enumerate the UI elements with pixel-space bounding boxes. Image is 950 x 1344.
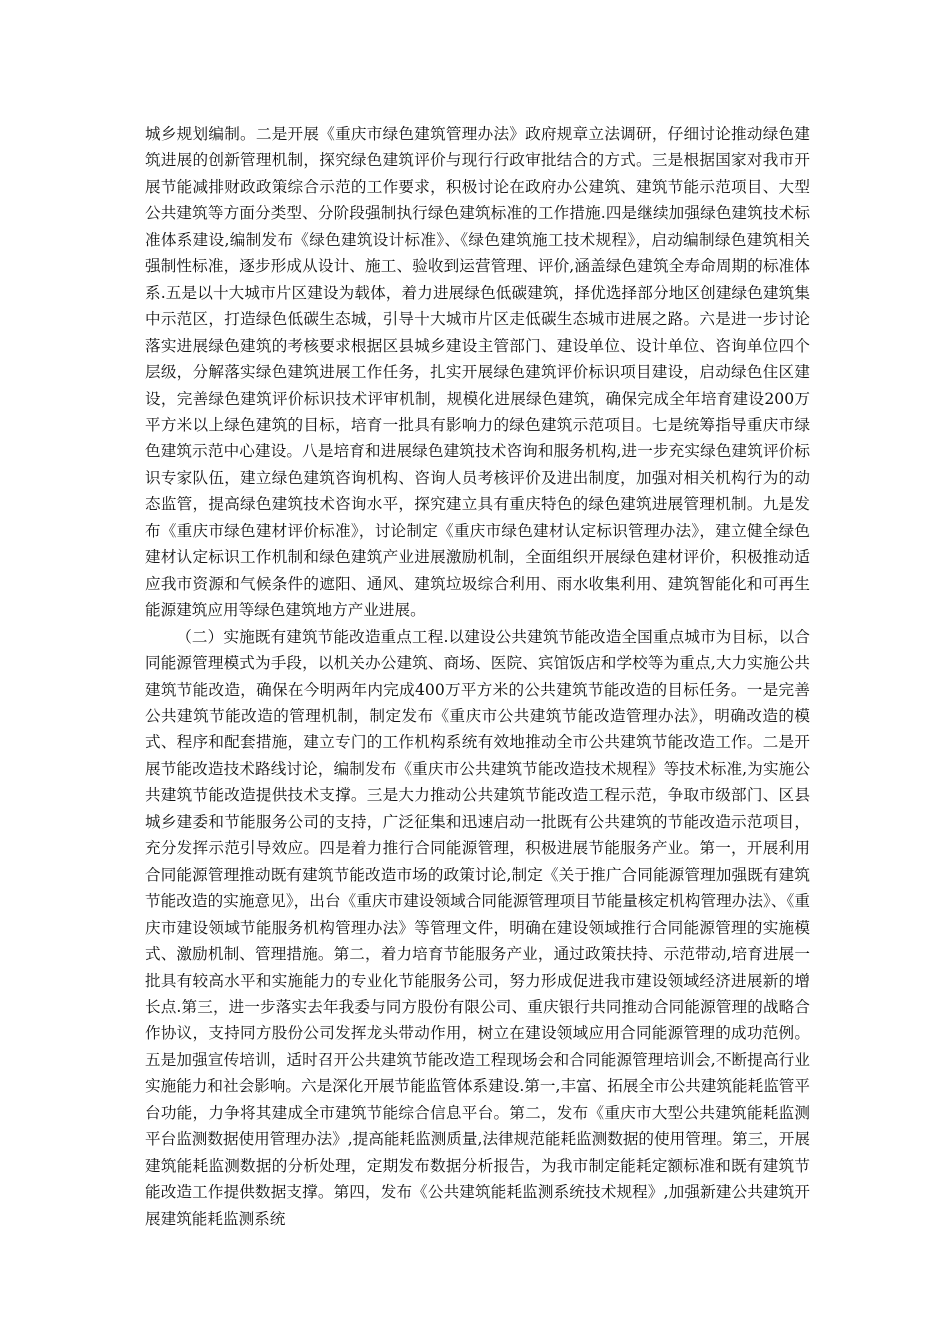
document-body xyxy=(145,121,810,1232)
paragraph-green-building-measures: 城乡规划编制。二是开展《重庆市绿色建筑管理办法》政府规章立法调研，仔细讨论推动绿色建筑进展的创新管理机制，探究绿色建筑评价与现行行政审批结合的方式。三是根据国家对我市开展节能减排财政政策综合示范的工作要求，积极讨论在政府办公建筑、建筑节能示范项目、大型公共建筑等方面分类型、分阶段强制执行绿色建筑标准的工作措施.四是继续加强绿色建筑技术标准体系建设,编制发布《绿色建筑设计标准》、《绿色建筑施工技术规程》，启动编制绿色建筑相关强制性标准，逐步形成从设计、施工、验收到运营管理、评价,涵盖绿色建筑全寿命周期的标准体系.五是以十大城市片区建设为载体，着力进展绿色低碳建筑，择优选择部分地区创建绿色建筑集中示范区，打造绿色低碳生态城，引导十大城市片区走低碳生态城市进展之路。六是进一步讨论落实进展绿色建筑的考核要求根据区县城乡建设主管部门、建设单位、设计单位、咨询单位四个层级，分解落实绿色建筑进展工作任务，扎实开展绿色建筑评价标识项目建设，启动绿色住区建设，完善绿色建筑评价标识技术评审机制，规模化进展绿色建筑，确保完成全年培育建设200万平方米以上绿色建筑的目标，培育一批具有影响力的绿色建筑示范项目。七是统筹指导重庆市绿色建筑示范中心建设。八是培育和进展绿色建筑技术咨询和服务机构,进一步充实绿色建筑评价标识专家队伍，建立绿色建筑咨询机构、咨询人员考核评价及进出制度，加强对相关机构行为的动态监管，提高绿色建筑技术咨询水平，探究建立具有重庆特色的绿色建筑进展管理机制。九是发布《重庆市绿色建材评价标准》，讨论制定《重庆市绿色建材认定标识管理办法》，建立健全绿色建材认定标识工作机制和绿色建筑产业进展激励机制，全面组织开展绿色建材评价，积极推动适应我市资源和气候条件的遮阳、通风、建筑垃圾综合利用、雨水收集利用、建筑智能化和可再生能源建筑应用等绿色建筑地方产业进展。 xyxy=(145,125,810,620)
paragraph-existing-building-retrofit: （二）实施既有建筑节能改造重点工程.以建设公共建筑节能改造全国重点城市为目标，以合同能源管理模式为手段，以机关办公建筑、商场、医院、宾馆饭店和学校等为重点,大力实施公共建筑节能改造，确保在今明两年内完成400万平方米的公共建筑节能改造的目标任务。一是完善公共建筑节能改造的管理机制，制定发布《重庆市公共建筑节能改造管理办法》，明确改造的模式、程序和配套措施，建立专门的工作机构系统有效地推动全市公共建筑节能改造工作。二是开展节能改造技术路线讨论，编制发布《重庆市公共建筑节能改造技术规程》等技术标准,为实施公共建筑节能改造提供技术支撑。三是大力推动公共建筑节能改造工程示范，争取市级部门、区县城乡建委和节能服务公司的支持，广泛征集和迅速启动一批既有公共建筑的节能改造示范项目，充分发挥示范引导效应。四是着力推行合同能源管理，积极进展节能服务产业。第一，开展利用合同能源管理推动既有建筑节能改造市场的政策讨论,制定《关于推广合同能源管理加强既有建筑节能改造的实施意见》，出台《重庆市建设领域合同能源管理项目节能量核定机构管理办法》、《重庆市建设领域节能服务机构管理办法》等管理文件，明确在建设领域推行合同能源管理的实施模式、激励机制、管理措施。第二，着力培育节能服务产业，通过政策扶持、示范带动,培育进展一批具有较高水平和实施能力的专业化节能服务公司，努力形成促进我市建设领域经济进展新的增长点.第三，进一步落实去年我委与同方股份有限公司、重庆银行共同推动合同能源管理的战略合作协议，支持同方股份公司发挥龙头带动作用，树立在建设领域应用合同能源管理的成功范例。五是加强宣传培训，适时召开公共建筑节能改造工程现场会和合同能源管理培训会,不断提高行业实施能力和社会影响。六是深化开展节能监管体系建设.第一,丰富、拓展全市公共建筑能耗监管平台功能，力争将其建成全市建筑节能综合信息平台。第二，发布《重庆市大型公共建筑能耗监测平台监测数据使用管理办法》,提高能耗监测质量,法律规范能耗监测数据的使用管理。第三，开展建筑能耗监测数据的分析处理，定期发布数据分析报告，为我市制定能耗定额标准和既有建筑节能改造工作提供数据支撑。第四，发布《公共建筑能耗监测系统技术规程》,加强新建公共建筑开展建筑能耗监测系统 xyxy=(145,627,810,1228)
